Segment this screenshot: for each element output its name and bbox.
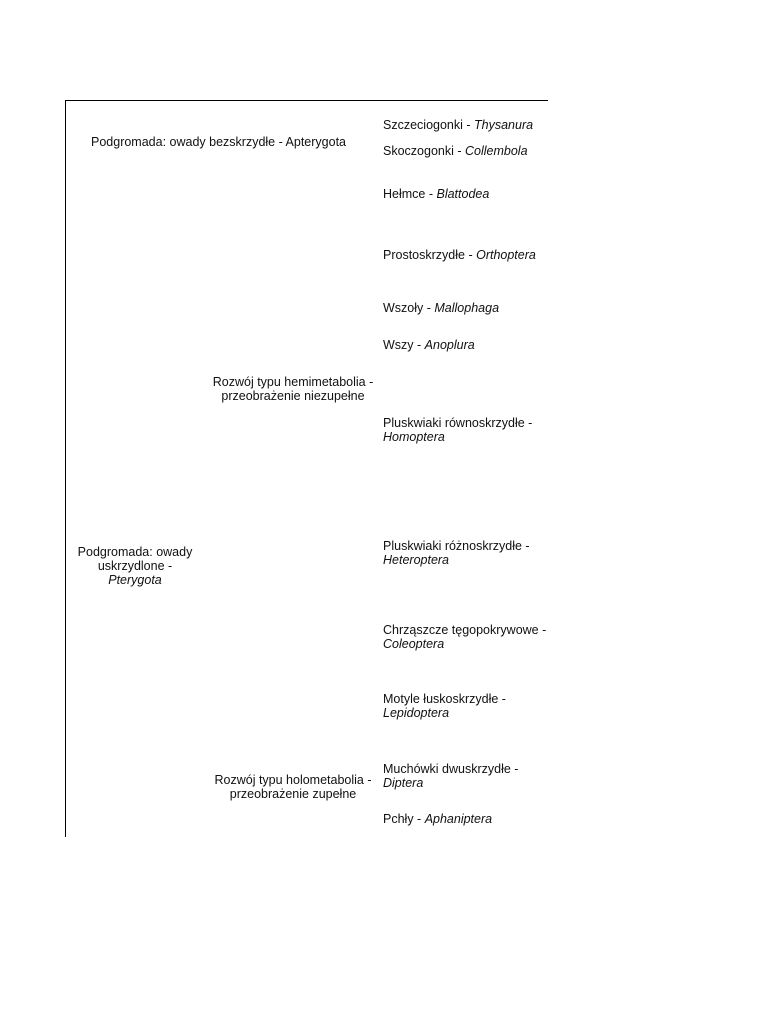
development-hemimetabolia [198,375,388,403]
order-anoplura: Wszy - Anoplura [383,338,475,352]
subclass-apterygota-label: Podgromada: owady bezskrzydłe - Apterygota [91,135,346,149]
order-lepidoptera: Motyle łuskoskrzydłe - Lepidoptera [383,692,506,720]
order-homoptera: Pluskwiaki równoskrzydłe - Homoptera [383,416,533,444]
order-collembola: Skoczogonki - Collembola [383,144,528,158]
development-hemimetabolia-line1: Rozwój typu hemimetabolia - [212,375,374,389]
development-holometabolia-line2: przeobrażenie zupełne [229,787,357,801]
subclass-pterygota-line2: uskrzydlone - [97,559,173,573]
order-heteroptera: Pluskwiaki różnoskrzydłe - Heteroptera [383,539,530,567]
subclass-apterygota [91,135,346,149]
order-blattodea: Hełmce - Blattodea [383,187,490,201]
development-hemimetabolia-line2: przeobrażenie niezupełne [221,389,365,403]
development-holometabolia-line1: Rozwój typu holometabolia - [214,773,372,787]
table-top-border [65,100,548,101]
order-coleoptera: Chrząszcze tęgopokrywowe - Coleoptera [383,623,547,651]
order-orthoptera: Prostoskrzydłe - Orthoptera [383,248,536,262]
subclass-pterygota-latin: Pterygota [108,573,162,587]
order-mallophaga: Wszoły - Mallophaga [383,301,500,315]
order-aphaniptera: Pchły - Aphaniptera [383,812,493,826]
table-left-border [65,100,66,837]
order-diptera: Muchówki dwuskrzydłe - Diptera [383,762,519,790]
order-thysanura: Szczeciogonki - Thysanura [383,118,534,132]
subclass-pterygota-line1: Podgromada: owady [77,545,193,559]
subclass-pterygota [70,545,200,587]
development-holometabolia [198,773,388,801]
